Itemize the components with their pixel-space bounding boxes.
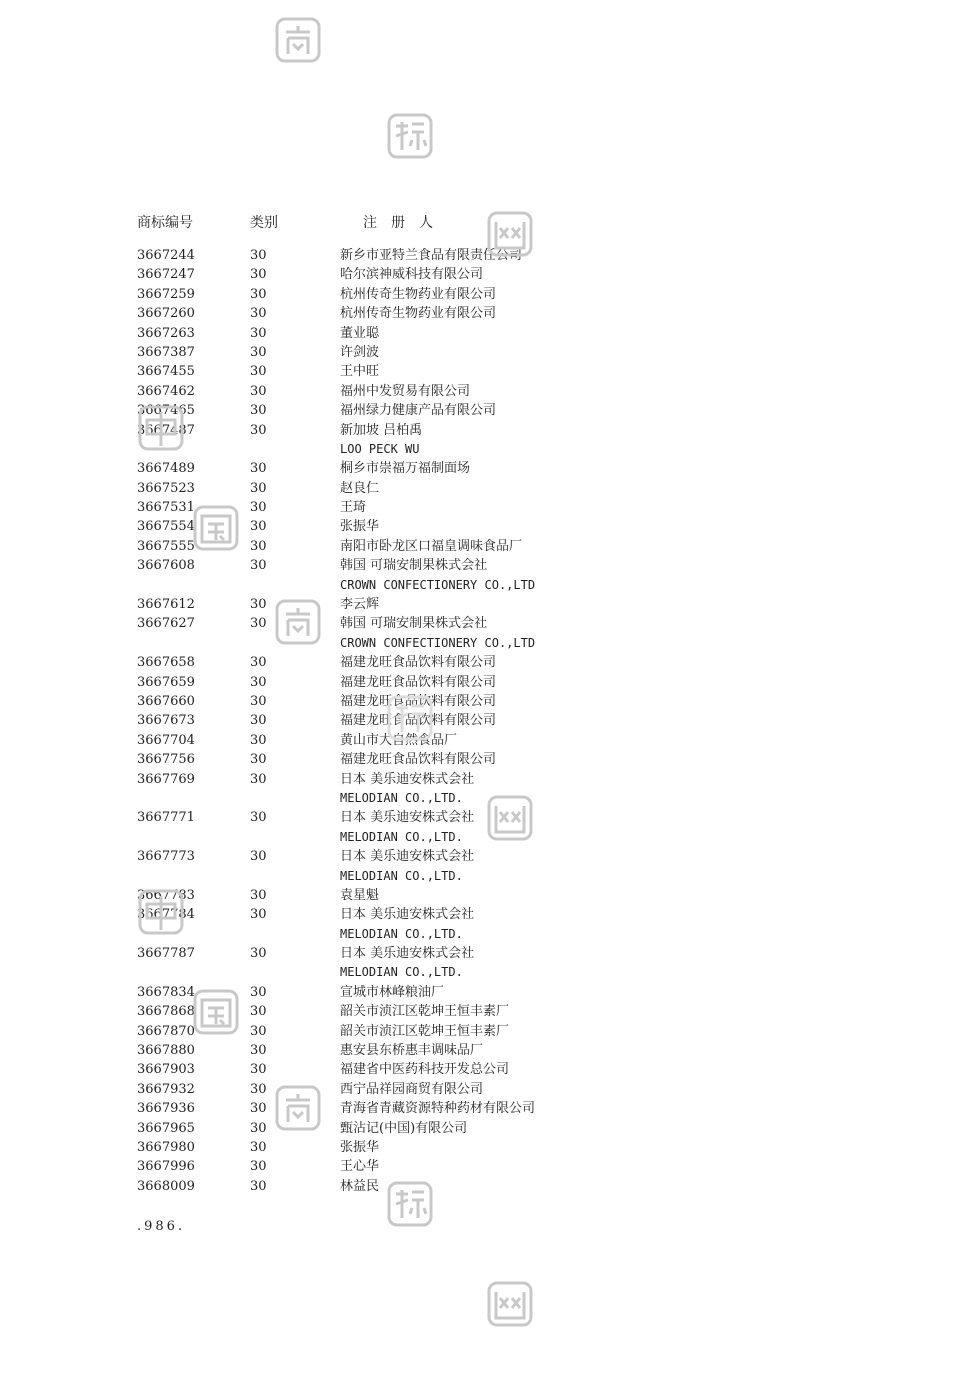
registrant-name: 张振华: [340, 519, 380, 535]
table-row: [0, 343, 980, 362]
registrant-name: 日本 美乐迪安株式会社: [340, 946, 475, 962]
class-value: 30: [250, 849, 267, 865]
table-row: [0, 1177, 980, 1196]
registrant-name: 日本 美乐迪安株式会社: [340, 849, 475, 865]
registrant-name: 桐乡市崇福万福制面场: [340, 461, 471, 477]
trademark-number: 3667489: [137, 461, 195, 477]
header-class: 类别: [250, 215, 278, 231]
table-row: [0, 614, 980, 633]
registrant-name: 福建龙旺食品饮料有限公司: [340, 655, 497, 671]
table-row: [0, 1041, 980, 1060]
watermark-seal-icon: [386, 694, 434, 742]
trademark-number: 3667259: [137, 286, 195, 302]
class-value: 30: [250, 674, 267, 690]
table-row: [0, 556, 980, 575]
trademark-number: 3667965: [137, 1120, 195, 1136]
class-value: 30: [250, 1081, 267, 1097]
trademark-number: 3667263: [137, 325, 195, 341]
trademark-number: 3667996: [137, 1159, 195, 1175]
trademark-number: 3667787: [137, 946, 195, 962]
table-row: [0, 1022, 980, 1041]
class-value: 30: [250, 1101, 267, 1117]
trademark-number: 3667244: [137, 248, 195, 263]
registrant-name: 新加坡 吕柏禹: [340, 422, 423, 438]
trademark-number: 3667627: [137, 616, 195, 632]
registrant-name: 南阳市卧龙区口福皇调味食品厂: [340, 538, 523, 554]
class-value: 30: [250, 519, 267, 535]
class-value: 30: [250, 558, 267, 574]
registrant-name: 福州中发贸易有限公司: [340, 383, 471, 399]
trademark-number: 3667868: [137, 1004, 195, 1020]
registrant-name: CROWN CONFECTIONERY CO.,LTD: [340, 635, 536, 650]
table-row: [0, 867, 980, 886]
trademark-number: 3667771: [137, 810, 195, 826]
trademark-number: 3667612: [137, 597, 195, 613]
registrant-name: 王琦: [340, 500, 367, 516]
table-row: [0, 362, 980, 381]
watermark-seal-icon: [274, 598, 322, 646]
registrant-name: 张振华: [340, 1139, 380, 1155]
trademark-number: 3667660: [137, 693, 195, 709]
registrant-name: MELODIAN CO.,LTD.: [340, 868, 463, 883]
watermark-seal-icon: [274, 16, 322, 64]
table-row: [0, 285, 980, 304]
trademark-number: 3667870: [137, 1023, 195, 1039]
trademark-number: 3667659: [137, 674, 195, 690]
trademark-number: 3667247: [137, 267, 195, 283]
registrant-name: 宣城市林峰粮油厂: [340, 984, 445, 1000]
class-value: 30: [250, 907, 267, 923]
registrant-name: 青海省青藏资源特种药材有限公司: [340, 1101, 536, 1117]
trademark-number: 3667936: [137, 1101, 195, 1117]
table-row: [0, 537, 980, 556]
trademark-number: 3667523: [137, 480, 195, 496]
registrant-name: 黄山市大自然食品厂: [340, 732, 458, 748]
registrant-name: 甄沾记(中国)有限公司: [340, 1120, 468, 1136]
registrant-name: 许剑波: [340, 344, 380, 360]
trademark-number: 3667462: [137, 383, 195, 399]
trademark-number: 3667769: [137, 771, 195, 787]
table-row: [0, 944, 980, 963]
registrant-name: 韶关市浈江区乾坤王恒丰素厂: [340, 1004, 510, 1020]
class-value: 30: [250, 422, 267, 438]
table-row: [0, 517, 980, 536]
registrant-name: 韶关市浈江区乾坤王恒丰素厂: [340, 1023, 510, 1039]
trademark-number: 3667531: [137, 500, 195, 516]
class-value: 30: [250, 946, 267, 962]
registrant-name: 日本 美乐迪安株式会社: [340, 771, 475, 787]
registrant-name: 日本 美乐迪安株式会社: [340, 907, 475, 923]
trademark-number: 3667704: [137, 732, 195, 748]
class-value: 30: [250, 1178, 267, 1194]
table-row: [0, 634, 980, 653]
watermark-seal-icon: [192, 504, 240, 552]
registrant-name: MELODIAN CO.,LTD.: [340, 790, 463, 805]
table-row: [0, 498, 980, 517]
trademark-number: 3667658: [137, 655, 195, 671]
registrant-name: 王中旺: [340, 364, 380, 380]
trademark-number: 3667784: [137, 907, 195, 923]
class-value: 30: [250, 732, 267, 748]
registrant-name: 林益民: [340, 1178, 380, 1194]
class-value: 30: [250, 306, 267, 322]
class-value: 30: [250, 771, 267, 787]
registrant-name: 新乡市亚特兰食品有限责任公司: [340, 248, 523, 263]
trademark-number: 3667834: [137, 984, 195, 1000]
table-row: [0, 711, 980, 730]
registrant-name: 袁星魁: [340, 887, 380, 903]
class-value: 30: [250, 500, 267, 516]
class-value: 30: [250, 1023, 267, 1039]
table-row: [0, 673, 980, 692]
trademark-number: 3667608: [137, 558, 195, 574]
table-row: [0, 750, 980, 769]
registrant-name: 福建龙旺食品饮料有限公司: [340, 713, 497, 729]
class-value: 30: [250, 461, 267, 477]
trademark-number: 3667387: [137, 344, 195, 360]
registrant-name: 福建龙旺食品饮料有限公司: [340, 674, 497, 690]
class-value: 30: [250, 1043, 267, 1059]
trademark-number: 3667880: [137, 1043, 195, 1059]
trademark-number: 3667773: [137, 849, 195, 865]
trademark-number: 3667555: [137, 538, 195, 554]
registrant-name: 董业聪: [340, 325, 380, 341]
trademark-number: 3667903: [137, 1062, 195, 1078]
table-row: [0, 847, 980, 866]
class-value: 30: [250, 325, 267, 341]
registrant-name: 王心华: [340, 1159, 380, 1175]
class-value: 30: [250, 655, 267, 671]
class-value: 30: [250, 713, 267, 729]
table-row: [0, 382, 980, 401]
trademark-number: 3667554: [137, 519, 195, 535]
class-value: 30: [250, 344, 267, 360]
class-value: 30: [250, 887, 267, 903]
trademark-number: 3667455: [137, 364, 195, 380]
watermark-seal-icon: [137, 404, 185, 452]
registrant-name: CROWN CONFECTIONERY CO.,LTD: [340, 577, 536, 592]
registrant-name: MELODIAN CO.,LTD.: [340, 926, 463, 941]
table-row: [0, 653, 980, 672]
registrant-name: MELODIAN CO.,LTD.: [340, 829, 463, 844]
watermark-seal-icon: [486, 1280, 534, 1328]
table-row: [0, 1119, 980, 1138]
class-value: 30: [250, 267, 267, 283]
trademark-number: 3667465: [137, 403, 195, 419]
registrant-name: 福建龙旺食品饮料有限公司: [340, 752, 497, 768]
class-value: 30: [250, 1062, 267, 1078]
trademark-number: 3667980: [137, 1139, 195, 1155]
registrant-name: 福建龙旺食品饮料有限公司: [340, 693, 497, 709]
table-row: [0, 324, 980, 343]
watermark-seal-icon: [137, 888, 185, 936]
header-trademark-number: 商标编号: [137, 215, 193, 231]
watermark-seal-icon: [486, 210, 534, 258]
class-value: 30: [250, 1120, 267, 1136]
trademark-number: 3667756: [137, 752, 195, 768]
table-row: [0, 1060, 980, 1079]
trademark-number: 3667932: [137, 1081, 195, 1097]
registrant-name: LOO PECK WU: [340, 441, 420, 456]
table-row: [0, 731, 980, 750]
class-value: 30: [250, 984, 267, 1000]
trademark-table: [0, 246, 980, 1196]
page-number: .986.: [137, 1219, 186, 1234]
registrant-name: 西宁品祥园商贸有限公司: [340, 1081, 484, 1097]
class-value: 30: [250, 597, 267, 613]
table-row: [0, 770, 980, 789]
registrant-name: 韩国 可瑞安制果株式会社: [340, 616, 488, 632]
table-row: [0, 479, 980, 498]
class-value: 30: [250, 752, 267, 768]
class-value: 30: [250, 383, 267, 399]
registrant-name: 韩国 可瑞安制果株式会社: [340, 558, 488, 574]
registrant-name: 李云辉: [340, 597, 380, 613]
table-row: [0, 692, 980, 711]
table-row: [0, 265, 980, 284]
registrant-name: 福州绿力健康产品有限公司: [340, 403, 497, 419]
table-row: [0, 963, 980, 982]
table-row: [0, 1138, 980, 1157]
table-row: [0, 1080, 980, 1099]
trademark-number: 3668009: [137, 1178, 195, 1194]
registrant-name: 杭州传奇生物药业有限公司: [340, 286, 497, 302]
class-value: 30: [250, 693, 267, 709]
registrant-name: 赵良仁: [340, 480, 380, 496]
class-value: 30: [250, 480, 267, 496]
class-value: 30: [250, 810, 267, 826]
registrant-name: 惠安县东桥惠丰调味品厂: [340, 1043, 484, 1059]
table-row: [0, 1157, 980, 1176]
table-row: [0, 576, 980, 595]
class-value: 30: [250, 286, 267, 302]
registrant-name: 日本 美乐迪安株式会社: [340, 810, 475, 826]
trademark-number: 3667487: [137, 422, 195, 438]
watermark-seal-icon: [192, 988, 240, 1036]
table-row: [0, 983, 980, 1002]
watermark-seal-icon: [486, 794, 534, 842]
trademark-number: 3667260: [137, 306, 195, 322]
table-row: [0, 595, 980, 614]
class-value: 30: [250, 538, 267, 554]
class-value: 30: [250, 364, 267, 380]
class-value: 30: [250, 616, 267, 632]
trademark-number: 3667673: [137, 713, 195, 729]
table-row: [0, 304, 980, 323]
watermark-seal-icon: [386, 1180, 434, 1228]
registrant-name: 杭州传奇生物药业有限公司: [340, 306, 497, 322]
registrant-name: 哈尔滨神威科技有限公司: [340, 267, 484, 283]
watermark-seal-icon: [274, 1084, 322, 1132]
registrant-name: MELODIAN CO.,LTD.: [340, 965, 463, 980]
trademark-number: 3667783: [137, 887, 195, 903]
watermark-seal-icon: [386, 112, 434, 160]
registrant-name: 福建省中医药科技开发总公司: [340, 1062, 510, 1078]
table-row: [0, 1002, 980, 1021]
table-row: [0, 1099, 980, 1118]
class-value: 30: [250, 1159, 267, 1175]
class-value: 30: [250, 248, 267, 263]
table-row: [0, 459, 980, 478]
class-value: 30: [250, 1004, 267, 1020]
class-value: 30: [250, 1139, 267, 1155]
header-registrant: 注 册 人: [363, 215, 433, 231]
class-value: 30: [250, 403, 267, 419]
